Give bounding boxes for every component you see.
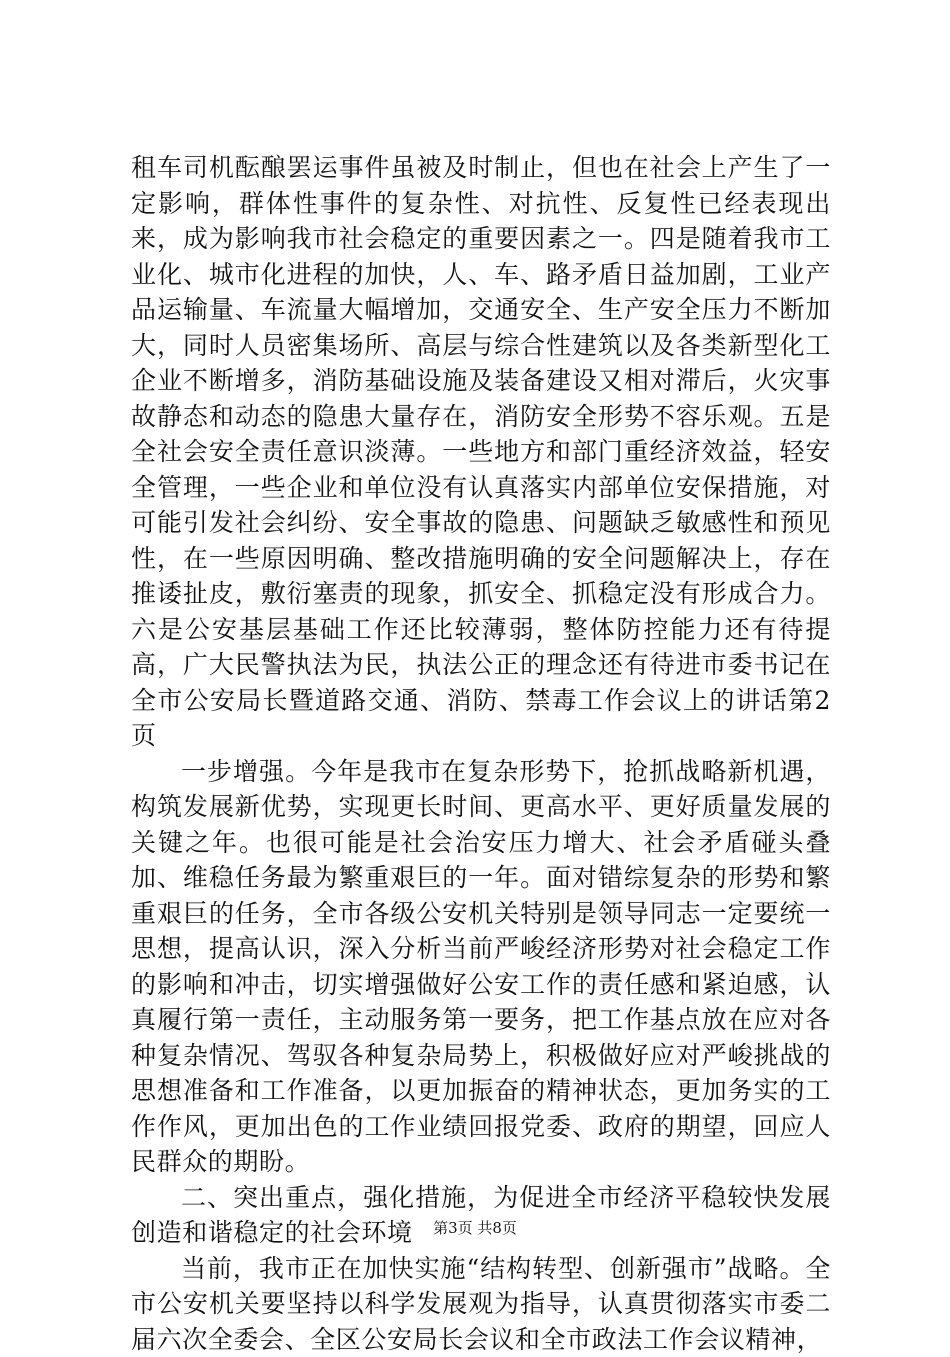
- paragraph-1: 租车司机酝酿罢运事件虽被及时制止，但也在社会上产生了一定影响，群体性事件的复杂性、对抗性、反复性已经表现出来，成为影响我市社会稳定的重要因素之一。四是随着我市工业化、城市化进程的加快，人、车、路矛盾日益加剧，工业产品运输量、车流量大幅增加，交通安全、生产安全压力不断加大，同时人员密集场所、高层与综合性建筑以及各类新型化工企业不断增多，消防基础设施及装备建设又相对滞后，火灾事故静态和动态的隐患大量存在，消防安全形势不容乐观。五是全社会安全责任意识淡薄。一些地方和部门重经济效益，轻安全管理，一些企业和单位没有认真落实内部单位安保措施，对可能引发社会纠纷、安全事故的隐患、问题缺乏敏感性和预见性，在一些原因明确、整改措施明确的安全问题解决上，存在推诿扯皮，敷衍塞责的现象，抓安全、抓稳定没有形成合力。六是公安基层基础工作还比较薄弱，整体防控能力还有待提高，广大民警执法为民，执法公正的理念还有待进市委书记在全市公安局长暨道路交通、消防、禁毒工作会议上的讲话第2页: [131, 150, 831, 754]
- document-body: [131, 150, 831, 1357]
- section-heading: 二、突出重点，强化措施，为促进全市经济平稳较快发展创造和谐稳定的社会环境: [131, 1180, 831, 1251]
- page-number-footer: 第3页 共8页: [0, 1218, 950, 1238]
- paragraph-3: 当前，我市正在加快实施“结构转型、创新强市”战略。全市公安机关要坚持以科学发展观为指导，认真贯彻落实市委二届六次全委会、全区公安局长会议和全市政法工作会议精神，: [131, 1251, 831, 1357]
- paragraph-2: 一步增强。今年是我市在复杂形势下，抢抓战略新机遇，构筑发展新优势，实现更长时间、更高水平、更好质量发展的关键之年。也很可能是社会治安压力增大、社会矛盾碰头叠加、维稳任务最为繁重艰巨的一年。面对错综复杂的形势和繁重艰巨的任务，全市各级公安机关特别是领导同志一定要统一思想，提高认识，深入分析当前严峻经济形势对社会稳定工作的影响和冲击，切实增强做好公安工作的责任感和紧迫感，认真履行第一责任，主动服务第一要务，把工作基点放在应对各种复杂情况、驾驭各种复杂局势上，积极做好应对严峻挑战的思想准备和工作准备，以更加振奋的精神状态，更加务实的工作作风，更加出色的工作业绩回报党委、政府的期望，回应人民群众的期盼。: [131, 754, 831, 1180]
